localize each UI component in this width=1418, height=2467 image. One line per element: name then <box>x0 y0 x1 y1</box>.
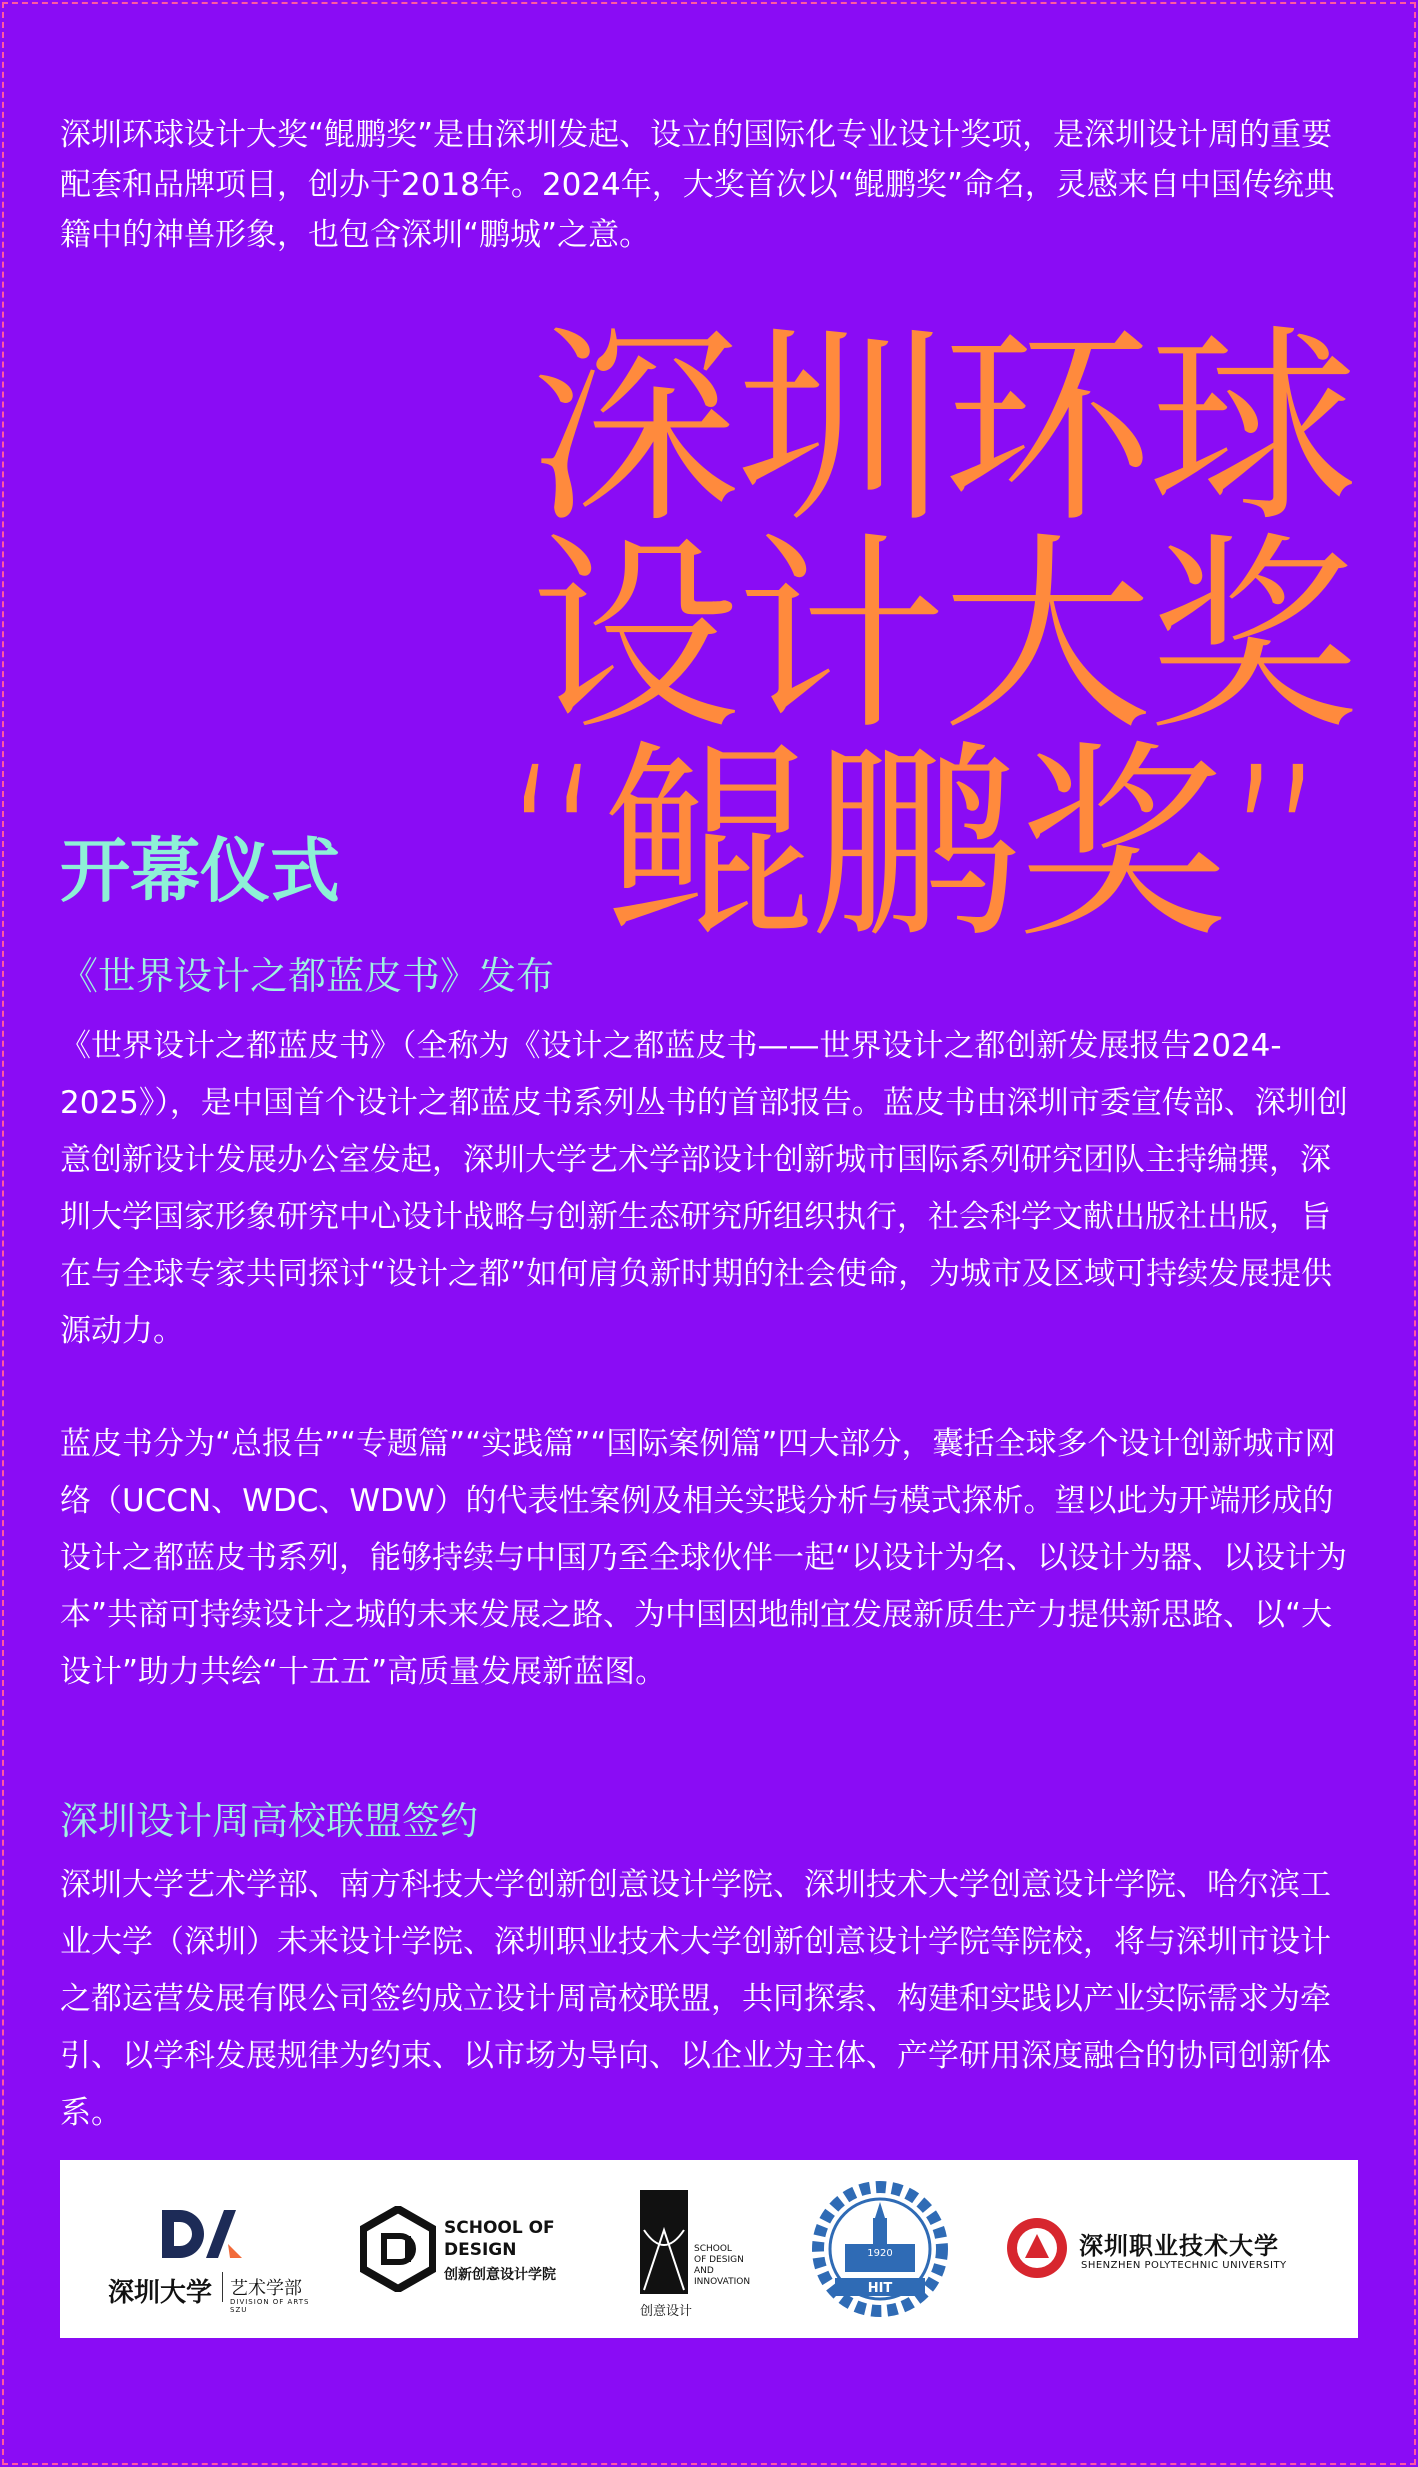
bluebook-paragraph-2: 蓝皮书分为“总报告”“专题篇”“实践篇”“国际案例篇”四大部分，囊括全球多个设计创新城市网络（UCCN、WDC、WDW）的代表性案例及相关实践分析与模式探析。望以此为开端形成的设计之都蓝皮书系列，能够持续与中国乃至全球伙伴一起“以设计为名、以设计为器、以设计为本”共商可持续设计之城的未来发展之路、为中国因地制宜发展新质生产力提供新思路、以“大设计”助力共绘“十五五”高质量发展新蓝图。 <box>60 1426 1348 1690</box>
intro-paragraph: 深圳环球设计大奖“鲲鹏奖”是由深圳发起、设立的国际化专业设计奖项，是深圳设计周的重要配套和品牌项目，创办于2018年。2024年，大奖首次以“鲲鹏奖”命名，灵感来自中国传统典籍中的神兽形象，也包含深圳“鹏城”之意。 <box>60 117 1335 253</box>
sztu-en <box>694 2244 750 2288</box>
alliance-paragraph: 深圳大学艺术学部、南方科技大学创新创意设计学院、深圳技术大学创意设计学院、哈尔滨工业大学（深圳）未来设计学院、深圳职业技术大学创新创意设计学院等院校，将与深圳市设计之都运营发展有限公司签约成立设计周高校联盟，共同探索、构建和实践以产业实际需求为牵引、以学科发展规律为约束、以市场为导向、以企业为主体、产学研用深度融合的协同创新体系。 <box>60 1867 1331 2131</box>
szpu-name-en: SHENZHEN POLYTECHNIC UNIVERSITY <box>1081 2260 1287 2271</box>
sustech-cn: 创新创意设计学院 <box>444 2267 556 2283</box>
sztu-en-4: INNOVATION <box>694 2277 751 2287</box>
section-heading: 开幕仪式 <box>60 830 340 912</box>
sustech-hexagon-icon <box>360 2206 436 2292</box>
szpu-name: 深圳职业技术大学 <box>1079 2231 1279 2260</box>
szu-divider <box>222 2272 223 2302</box>
sztu-mark-icon <box>640 2190 688 2294</box>
szu-mark-icon <box>158 2204 248 2264</box>
award-title-line-2: 设计大奖 <box>530 514 1355 759</box>
award-title-line-1: 深圳环球 <box>530 306 1355 551</box>
sztu-en-3: AND <box>694 2266 714 2276</box>
hit-year: 1920 <box>867 2248 893 2259</box>
sztu-en-1: SCHOOL <box>694 2244 732 2254</box>
bluebook-heading: 《世界设计之都蓝皮书》发布 <box>60 954 555 998</box>
hit-logo <box>805 2160 965 2338</box>
szu-dept: 艺术学部 <box>230 2278 302 2299</box>
alliance-heading: 深圳设计周高校联盟签约 <box>60 1799 479 1843</box>
sustech-en-1: SCHOOL OF <box>444 2218 555 2238</box>
sztu-cn: 创意设计 <box>640 2304 693 2319</box>
hit-abbr: HIT <box>867 2281 893 2296</box>
sztu-design-logo <box>640 2160 770 2338</box>
szpu-logo <box>1005 2160 1335 2338</box>
szpu-seal-icon <box>1005 2216 1069 2280</box>
sztu-en-2: OF DESIGN <box>694 2255 744 2265</box>
partner-logos <box>60 2160 1358 2338</box>
award-title <box>500 306 1380 967</box>
szu-dept-en: DIVISION OF ARTS SZU <box>230 2298 310 2314</box>
sustech-en-2: DESIGN <box>444 2240 517 2260</box>
szu-name: 深圳大学 <box>108 2278 213 2308</box>
sustech-design-logo <box>360 2160 600 2338</box>
szu-arts-logo <box>100 2160 320 2338</box>
award-title-line-3: “鲲鹏奖” <box>500 722 1328 967</box>
bluebook-paragraph-1: 《世界设计之都蓝皮书》（全称为《设计之都蓝皮书——世界设计之都创新发展报告2024-2025》），是中国首个设计之都蓝皮书系列丛书的首部报告。蓝皮书由深圳市委宣传部、深圳创意创新设计发展办公室发起，深圳大学艺术学部设计创新城市国际系列研究团队主持编撰，深圳大学国家形象研究中心设计战略与创新生态研究所组织执行，社会科学文献出版社出版，旨在与全球专家共同探讨“设计之都”如何肩负新时期的社会使命，为城市及区域可持续发展提供源动力。 <box>60 1028 1348 1349</box>
